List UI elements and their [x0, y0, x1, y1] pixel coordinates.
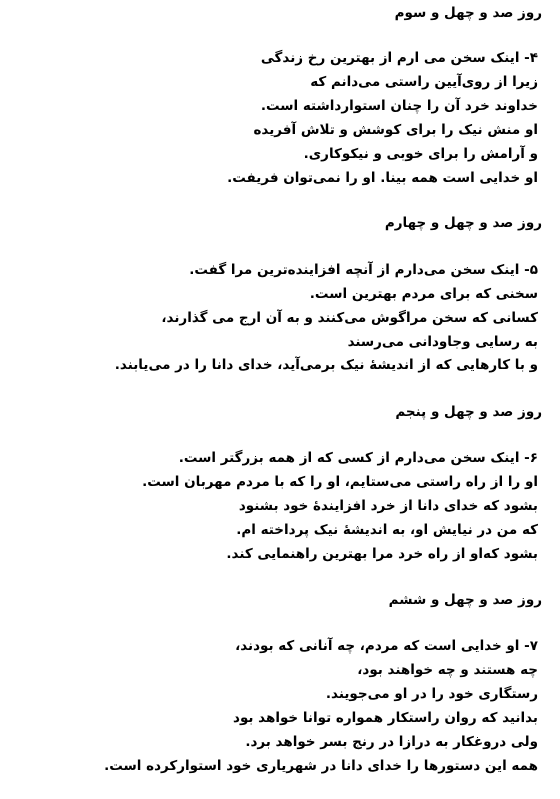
section-heading: روز صد و چهل و ششم — [388, 592, 542, 608]
section-heading: روز صد و چهل و سوم — [394, 5, 542, 21]
text-line: بشود که‌او از راه خرد مرا بهترین راهنمایی کند. — [226, 546, 538, 562]
text-line: خداوند خرد آن را چنان استوارداشته است. — [260, 98, 538, 114]
text-line: به رسایی وجاودانی می‌رسند — [347, 334, 538, 350]
text-line: او را از راه راستی می‌ستایم، او را که با مردم مهربان است. — [142, 474, 538, 490]
text-line: سخنی که برای مردم بهترین است. — [309, 286, 538, 302]
text-line: همه این دستورها را خدای دانا در شهریاری خود استوارکرده است. — [104, 758, 538, 774]
text-line: زیرا از روی‌آیین راستی می‌دانم که — [310, 74, 538, 90]
text-line: و با کارهایی که از اندیشهٔ نیک برمی‌آید، خدای دانا را در می‌یابند. — [114, 357, 538, 373]
text-line: ۶- اینک سخن می‌دارم از کسی که از همه بزرگتر است. — [178, 450, 538, 466]
text-line: بدانید که روان راستکار همواره توانا خواهد بود — [233, 710, 538, 726]
text-line: بشود که خدای دانا از خرد افزایندهٔ خود بشنود — [238, 498, 538, 514]
text-line: کسانی که سخن مراگوش می‌کنند و به آن ارج می گذارند، — [161, 310, 538, 326]
text-line: ۵- اینک سخن می‌دارم از آنچه افزاینده‌ترین مرا گفت. — [189, 262, 538, 278]
section-heading: روز صد و چهل و چهارم — [384, 215, 542, 231]
section-heading: روز صد و چهل و پنجم — [395, 404, 542, 420]
text-line: ۷- او خدایی است که مردم، چه آنانی که بودند، — [235, 638, 538, 654]
text-line: او منش نیک را برای کوشش و تلاش آفریده — [253, 122, 538, 138]
text-line: که من در نیایش او، به اندیشهٔ نیک پرداخته ام. — [236, 522, 538, 538]
text-line: رستگاری خود را در او می‌جویند. — [325, 686, 538, 702]
text-line: ولی دروغکار به درازا در رنج بسر خواهد برد. — [245, 734, 538, 750]
text-line: و آرامش را برای خوبی و نیکوکاری. — [303, 146, 538, 162]
text-line: او خدایی است همه بینا. او را نمی‌توان فریفت. — [227, 170, 538, 186]
text-line: ۴- اینک سخن می ارم از بهترین رخ زندگی — [260, 50, 538, 66]
text-line: چه هستند و چه خواهند بود، — [357, 662, 538, 678]
